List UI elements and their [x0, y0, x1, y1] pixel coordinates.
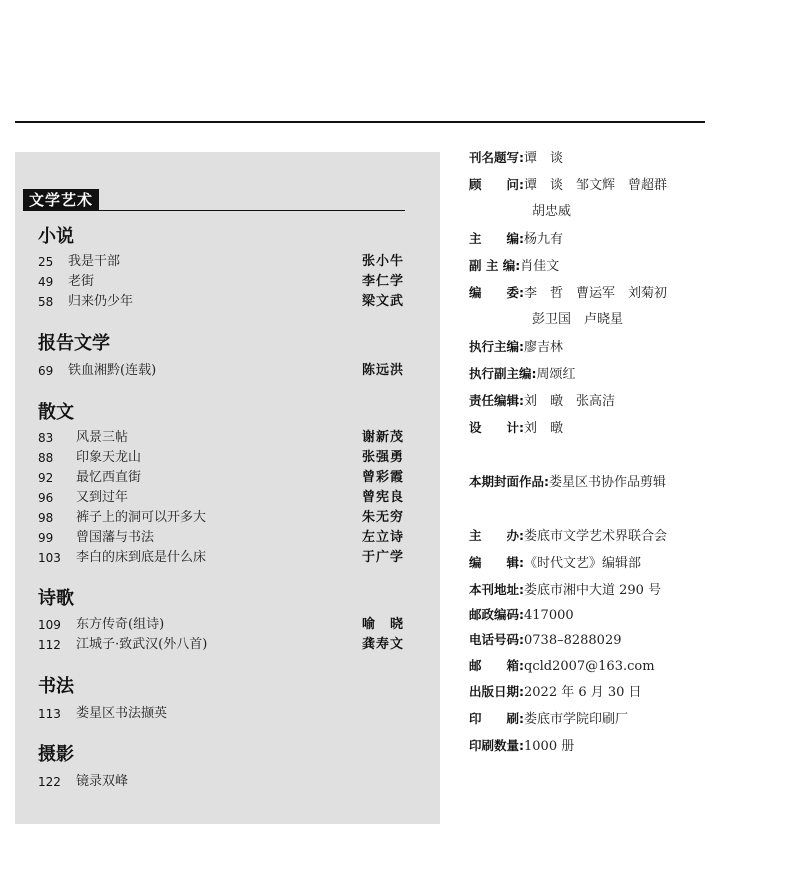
colophon-label: 出版日期: — [469, 684, 524, 699]
colophon-value: 娄底市文学艺术界联合会 — [524, 529, 668, 544]
colophon-value: 0738–8288029 — [524, 633, 622, 648]
colophon-value: 谭 谈 — [524, 151, 564, 166]
colophon-sponsor — [469, 522, 667, 549]
toc-entry[interactable] — [38, 528, 404, 548]
colophon-printer — [469, 705, 628, 732]
toc-entry[interactable] — [38, 615, 404, 635]
colophon-value: 1000 册 — [524, 739, 575, 754]
article-author: 谢新茂 — [361, 430, 404, 445]
toc-list-poetry — [38, 615, 404, 655]
colophon-editor-in-chief — [469, 225, 563, 252]
colophon-value: 刘 暾 张高洁 — [524, 394, 616, 409]
colophon-label: 本期封面作品: — [469, 474, 549, 489]
colophon-exec-deputy-editor — [469, 360, 576, 387]
colophon-label: 印 刷: — [469, 711, 524, 726]
colophon-design — [469, 414, 563, 441]
category-heading-prose: 散文 — [38, 402, 74, 423]
colophon-label: 本刊地址: — [469, 582, 524, 597]
colophon-label: 执行副主编: — [469, 366, 537, 381]
article-author: 张小牛 — [361, 254, 404, 269]
colophon-value: 娄星区书协作品剪辑 — [549, 475, 667, 490]
article-title: 铁血湘黔(连载) — [68, 363, 157, 378]
colophon-value: 周颂红 — [536, 367, 576, 382]
colophon-value[interactable]: qcld2007@163.com — [524, 659, 655, 674]
colophon-value: 娄底市湘中大道 290 号 — [524, 583, 662, 598]
section-banner — [23, 189, 405, 211]
page-number: 88 — [38, 451, 54, 465]
toc-list-prose — [38, 428, 404, 568]
article-title: 曾国藩与书法 — [76, 530, 155, 545]
colophon-address — [469, 576, 661, 603]
category-heading-fiction: 小说 — [38, 226, 74, 247]
colophon-phone — [469, 626, 621, 653]
page-number: 113 — [38, 707, 61, 721]
category-heading-reportage: 报告文学 — [38, 333, 110, 354]
toc-entry[interactable] — [38, 252, 404, 272]
top-divider — [15, 121, 705, 123]
article-title: 又到过年 — [76, 490, 129, 505]
colophon-exec-editor — [469, 333, 563, 360]
colophon-advisors-cont: 胡忠威 — [532, 204, 572, 219]
colophon-advisors — [469, 171, 667, 198]
article-title: 我是干部 — [68, 254, 121, 269]
article-author: 曾宪良 — [361, 490, 404, 505]
page-number: 25 — [38, 255, 54, 269]
page-number: 69 — [38, 364, 54, 378]
colophon-value: 刘 暾 — [524, 421, 564, 436]
colophon-committee — [469, 279, 667, 306]
article-author: 曾彩霞 — [361, 470, 404, 485]
colophon-pub-date — [469, 678, 642, 705]
toc-entry[interactable] — [38, 448, 404, 468]
article-author: 朱无穷 — [361, 510, 404, 525]
colophon-label: 编 辑: — [469, 555, 524, 570]
colophon-value: 李 哲 曹运军 刘菊初 — [524, 286, 668, 301]
article-title: 最忆西直街 — [76, 470, 142, 485]
colophon-cover-work — [469, 468, 666, 495]
page-number: 109 — [38, 618, 61, 632]
article-author: 梁文武 — [361, 294, 404, 309]
colophon-print-run — [469, 732, 574, 759]
article-title: 风景三帖 — [76, 430, 129, 445]
section-label: 文学艺术 — [23, 189, 99, 211]
toc-entry[interactable] — [38, 635, 404, 655]
colophon-value: 娄底市学院印刷厂 — [524, 712, 629, 727]
page-number: 49 — [38, 275, 54, 289]
article-author: 龚寿文 — [361, 637, 404, 652]
article-title: 李白的床到底是什么床 — [76, 550, 207, 565]
colophon-editor-dept — [469, 549, 641, 576]
toc-entry[interactable] — [38, 488, 404, 508]
article-title: 东方传奇(组诗) — [76, 617, 165, 632]
toc-list-photography — [38, 772, 404, 792]
colophon-email — [469, 652, 655, 679]
colophon-label: 邮政编码: — [469, 607, 524, 622]
colophon-label: 刊名题写: — [469, 150, 524, 165]
colophon-label: 执行主编: — [469, 339, 524, 354]
colophon-deputy-editor — [469, 252, 559, 279]
toc-entry[interactable] — [38, 508, 404, 528]
article-author: 张强勇 — [361, 450, 404, 465]
section-divider — [23, 210, 405, 211]
colophon-value: 杨九有 — [524, 232, 564, 247]
article-author: 左立诗 — [361, 530, 404, 545]
page-number: 96 — [38, 491, 54, 505]
article-author: 于广学 — [361, 550, 404, 565]
colophon-committee-cont: 彭卫国 卢晓星 — [532, 312, 624, 327]
colophon-value: 《时代文艺》编辑部 — [524, 556, 642, 571]
colophon-value: 肖佳文 — [520, 259, 560, 274]
article-author: 陈远洪 — [361, 363, 404, 378]
page-number: 112 — [38, 638, 61, 652]
toc-entry[interactable] — [38, 272, 404, 292]
colophon-postcode — [469, 601, 574, 628]
colophon-value: 廖吉林 — [524, 340, 564, 355]
article-author: 喻 晓 — [361, 617, 404, 632]
toc-entry[interactable] — [38, 361, 404, 381]
toc-entry[interactable] — [38, 292, 404, 312]
category-heading-poetry: 诗歌 — [38, 588, 74, 609]
toc-entry[interactable] — [38, 704, 404, 724]
article-author: 李仁学 — [361, 274, 404, 289]
toc-entry[interactable] — [38, 468, 404, 488]
colophon-value: 2022 年 6 月 30 日 — [524, 685, 642, 700]
category-heading-photography: 摄影 — [38, 744, 74, 765]
colophon-label: 设 计: — [469, 420, 524, 435]
toc-list-calligraphy — [38, 704, 404, 724]
page-number: 103 — [38, 551, 61, 565]
table-of-contents-panel — [15, 152, 440, 824]
colophon-label: 主 办: — [469, 528, 524, 543]
article-title: 娄星区书法撷英 — [76, 706, 168, 721]
colophon-label: 编 委: — [469, 285, 524, 300]
page-number: 98 — [38, 511, 54, 525]
toc-entry[interactable] — [38, 428, 404, 448]
article-title: 归来仍少年 — [68, 294, 134, 309]
colophon-label: 电话号码: — [469, 632, 524, 647]
article-title: 江城子·致武汉(外八首) — [76, 637, 208, 652]
colophon-title-calligraphy — [469, 144, 563, 171]
page-number: 58 — [38, 295, 54, 309]
category-heading-calligraphy: 书法 — [38, 676, 74, 697]
colophon-label: 责任编辑: — [469, 393, 524, 408]
colophon-value: 417000 — [524, 608, 574, 623]
colophon-label: 邮 箱: — [469, 658, 524, 673]
article-title: 镜录双峰 — [76, 774, 129, 789]
article-title: 裤子上的洞可以开多大 — [76, 510, 207, 525]
page-number: 99 — [38, 531, 54, 545]
toc-list-fiction — [38, 252, 404, 312]
article-title: 老街 — [68, 274, 95, 289]
toc-entry[interactable] — [38, 548, 404, 568]
toc-entry[interactable] — [38, 772, 404, 792]
colophon-label: 印刷数量: — [469, 738, 524, 753]
colophon-label: 主 编: — [469, 231, 524, 246]
toc-list-reportage — [38, 361, 404, 381]
colophon-label: 副 主 编: — [469, 258, 521, 273]
colophon-value: 谭 谈 邹文辉 曾超群 — [524, 178, 668, 193]
colophon-responsible-editor — [469, 387, 615, 414]
page-number: 122 — [38, 775, 61, 789]
colophon-label: 顾 问: — [469, 177, 524, 192]
page-number: 92 — [38, 471, 54, 485]
page-number: 83 — [38, 431, 54, 445]
article-title: 印象天龙山 — [76, 450, 142, 465]
